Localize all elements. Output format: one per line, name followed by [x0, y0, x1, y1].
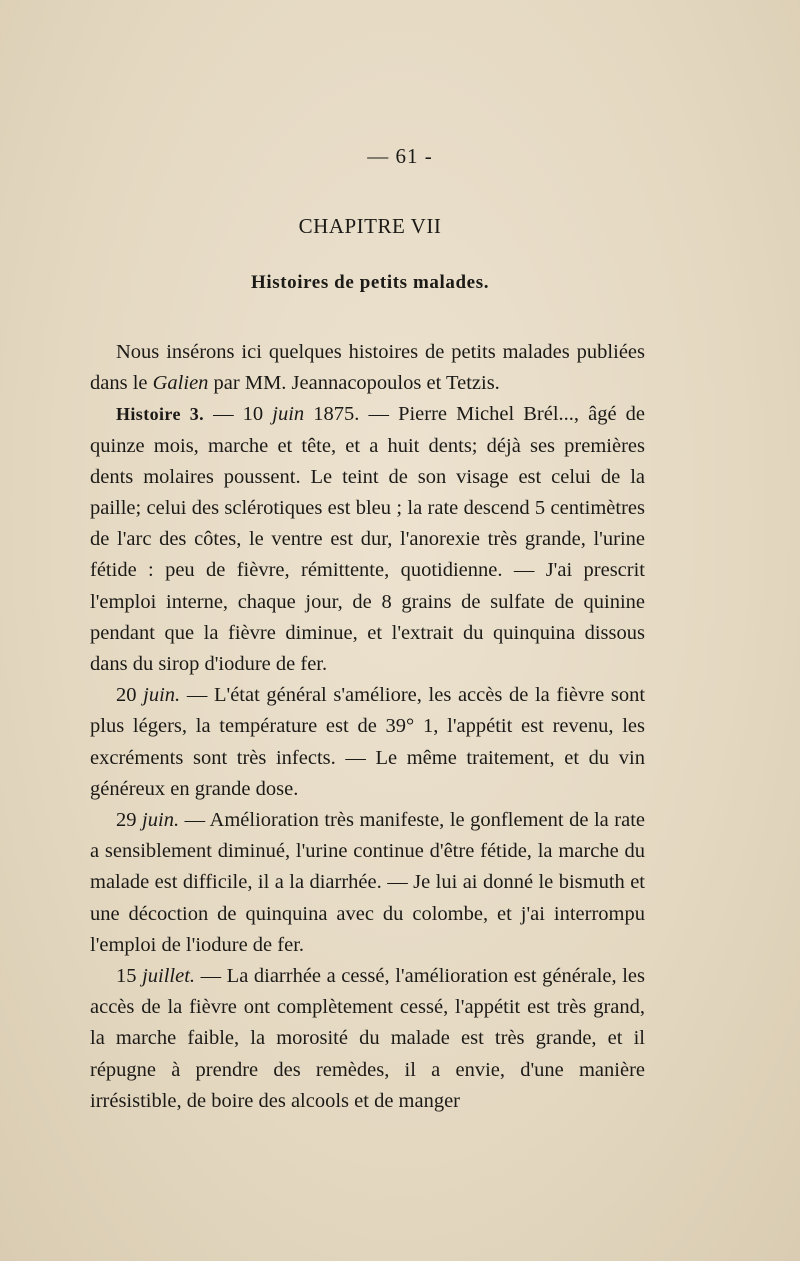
body-text: [90, 337, 645, 1117]
entry-day: 20: [116, 684, 144, 707]
entry-date: juin.: [142, 809, 180, 832]
text-span: — 10: [204, 403, 273, 426]
text-span: — L'état général s'améliore, les accès de la fièvre sont plus légers, la température est de 39° 1, l'appétit est revenu, les excréments sont très infects. — Le même traitement, et du vin généreux en grande dose.: [90, 684, 646, 800]
text-span: Nous insérons ici quelques histoires de petits malades publiées dans le: [90, 341, 645, 395]
paragraph-15-juillet: [90, 961, 645, 1117]
histoire-label: Histoire 3.: [116, 404, 205, 425]
paragraph-histoire-3: [90, 399, 645, 680]
journal-title: Galien: [152, 372, 209, 395]
page-number: — 61 -: [367, 144, 433, 168]
text-span: par MM. Jeannacopoulos et Tetzis.: [208, 372, 500, 395]
text-span: — Amélioration très manifeste, le gonflement de la rate a sensiblement diminué, l'urine continue d'être fétide, la marche du malade est difficile, il a la diarrhée. — Je lui ai donné le bismuth et une décoction de quinquina avec du colombe, et j'ai interrompu l'emploi de l'iodure de fer.: [90, 809, 646, 956]
entry-date: juin: [272, 403, 305, 426]
paragraph-intro: [90, 337, 645, 399]
text-span: 1875. — Pierre Michel Brél..., âgé de quinze mois, marche et tête, et a huit dents; déjà ses premières dents molaires poussent. Le teint de son visage est celui de la paille; celui des sclérotiques est bleu ; la rate descend 5 centimètres de l'arc des côtes, le ventre est dur, l'anorexie très grande, l'urine fétide : peu de fièvre, rémittente, quotidienne. — J'ai prescrit l'emploi interne, chaque jour, de 8 grains de sulfate de quinine pendant que la fièvre diminue, et l'extrait du quinquina dissous dans du sirop d'iodure de fer.: [90, 403, 646, 676]
paragraph-20-juin: [90, 680, 645, 805]
entry-date: juillet.: [142, 965, 196, 988]
entry-day: 15: [116, 965, 143, 988]
text-span: — La diarrhée a cessé, l'amélioration est générale, les accès de la fièvre ont complètement cessé, l'appétit est très grand, la marche faible, la morosité du malade est très grande, et il répugne à prendre des remèdes, il a envie, d'une manière irrésistible, de boire des alcools et de manger: [90, 965, 645, 1112]
entry-date: juin.: [143, 684, 181, 707]
chapter-heading: CHAPITRE VII: [298, 214, 442, 238]
entry-day: 29: [116, 809, 143, 832]
section-title: Histoires de petits malades.: [250, 272, 490, 293]
paragraph-29-juin: [90, 805, 645, 961]
